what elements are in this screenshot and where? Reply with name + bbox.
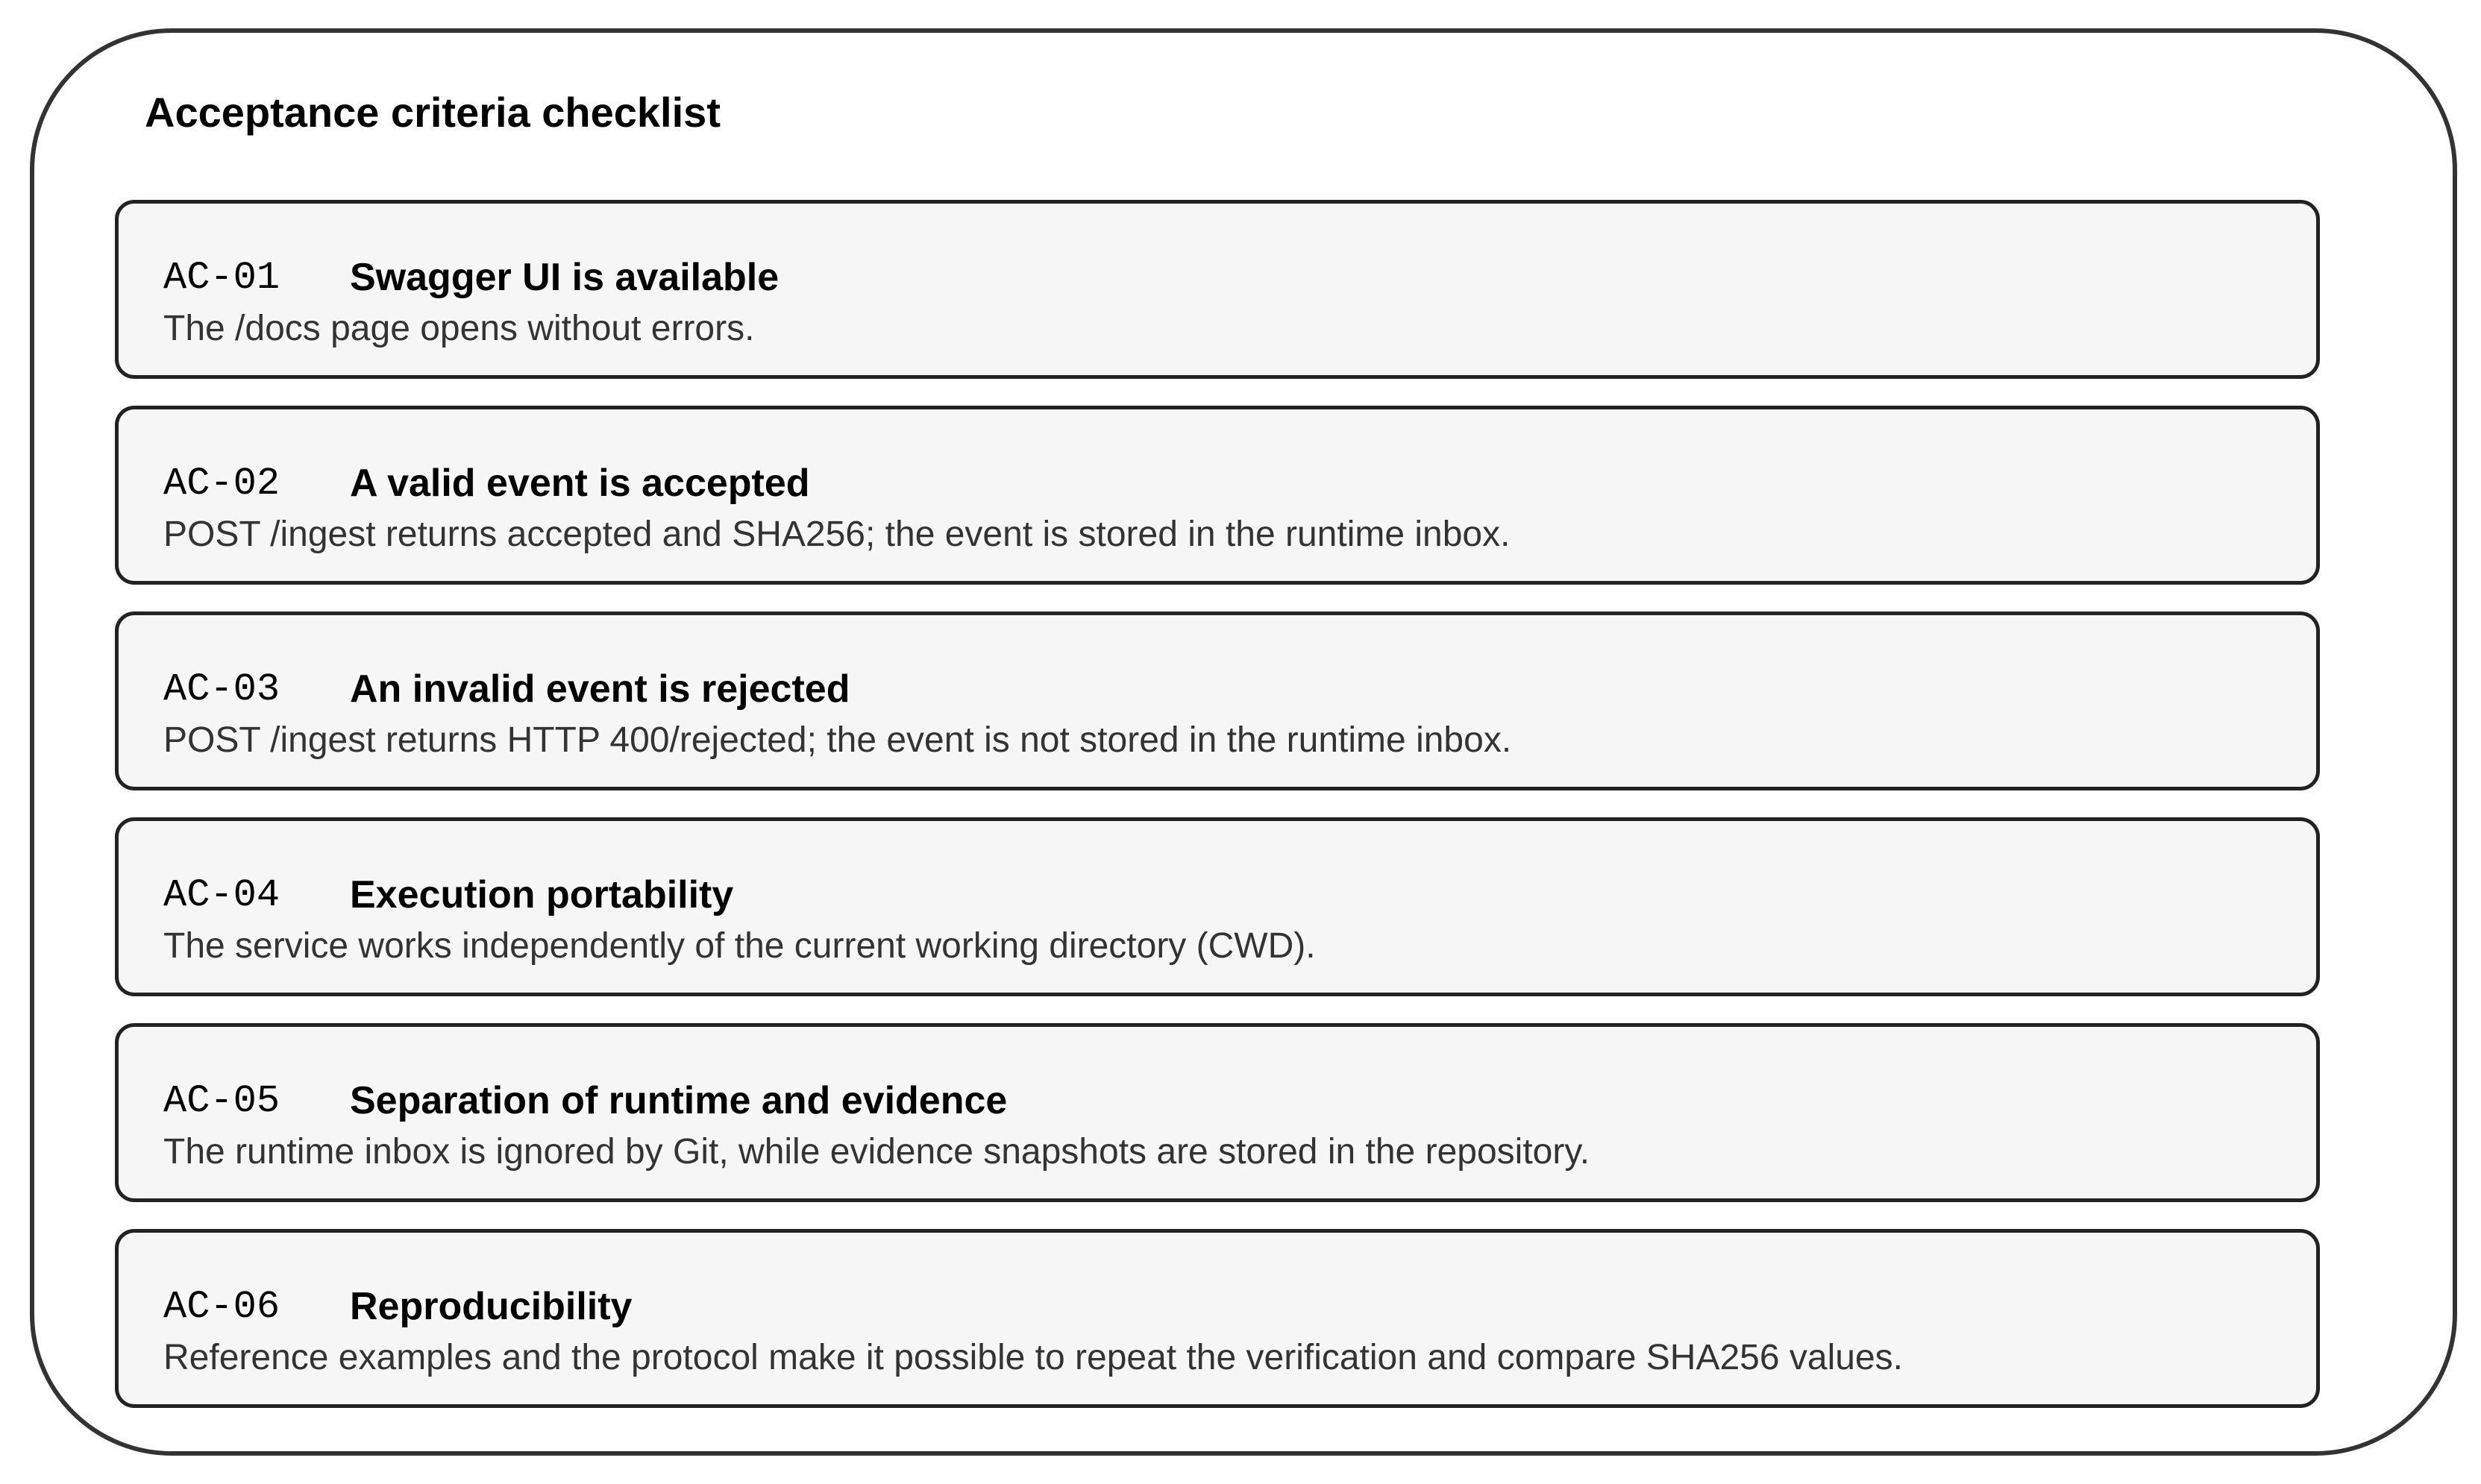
criterion-title: Execution portability [350,873,734,917]
criterion-header [163,869,733,921]
criterion-id: AC-04 [163,873,280,917]
criterion-card-ac-02 [115,406,2320,585]
criterion-description: The /docs page opens without errors. [163,309,755,348]
criterion-header [163,1075,1007,1127]
criterion-title: Reproducibility [350,1285,633,1328]
criterion-title: Separation of runtime and evidence [350,1079,1008,1122]
criterion-header [163,663,850,715]
criterion-id: AC-03 [163,667,280,711]
criterion-description: Reference examples and the protocol make it possible to repeat the verification and compare SHA256 values. [163,1338,1903,1377]
criterion-description: POST /ingest returns HTTP 400/rejected; the event is not stored in the runtime inbox. [163,720,1512,760]
criterion-id: AC-02 [163,461,280,506]
criterion-card-ac-06 [115,1229,2320,1408]
criterion-card-ac-05 [115,1023,2320,1202]
criterion-card-ac-03 [115,611,2320,790]
criterion-id: AC-06 [163,1284,280,1329]
criterion-description: The runtime inbox is ignored by Git, while evidence snapshots are stored in the repository. [163,1132,1590,1172]
criterion-id: AC-01 [163,255,280,300]
criterion-id: AC-05 [163,1078,280,1123]
criterion-card-ac-04 [115,817,2320,996]
criterion-header [163,457,810,509]
criterion-card-ac-01 [115,200,2320,379]
criterion-description: POST /ingest returns accepted and SHA256; the event is stored in the runtime inbox. [163,515,1511,554]
criterion-title: A valid event is accepted [350,462,810,505]
criterion-header [163,1280,632,1333]
criterion-description: The service works independently of the current working directory (CWD). [163,926,1316,966]
criterion-title: Swagger UI is available [350,256,780,299]
criteria-list [115,200,2320,1435]
criterion-header [163,251,779,304]
criterion-title: An invalid event is rejected [350,667,850,711]
checklist-title: Acceptance criteria checklist [145,89,721,136]
